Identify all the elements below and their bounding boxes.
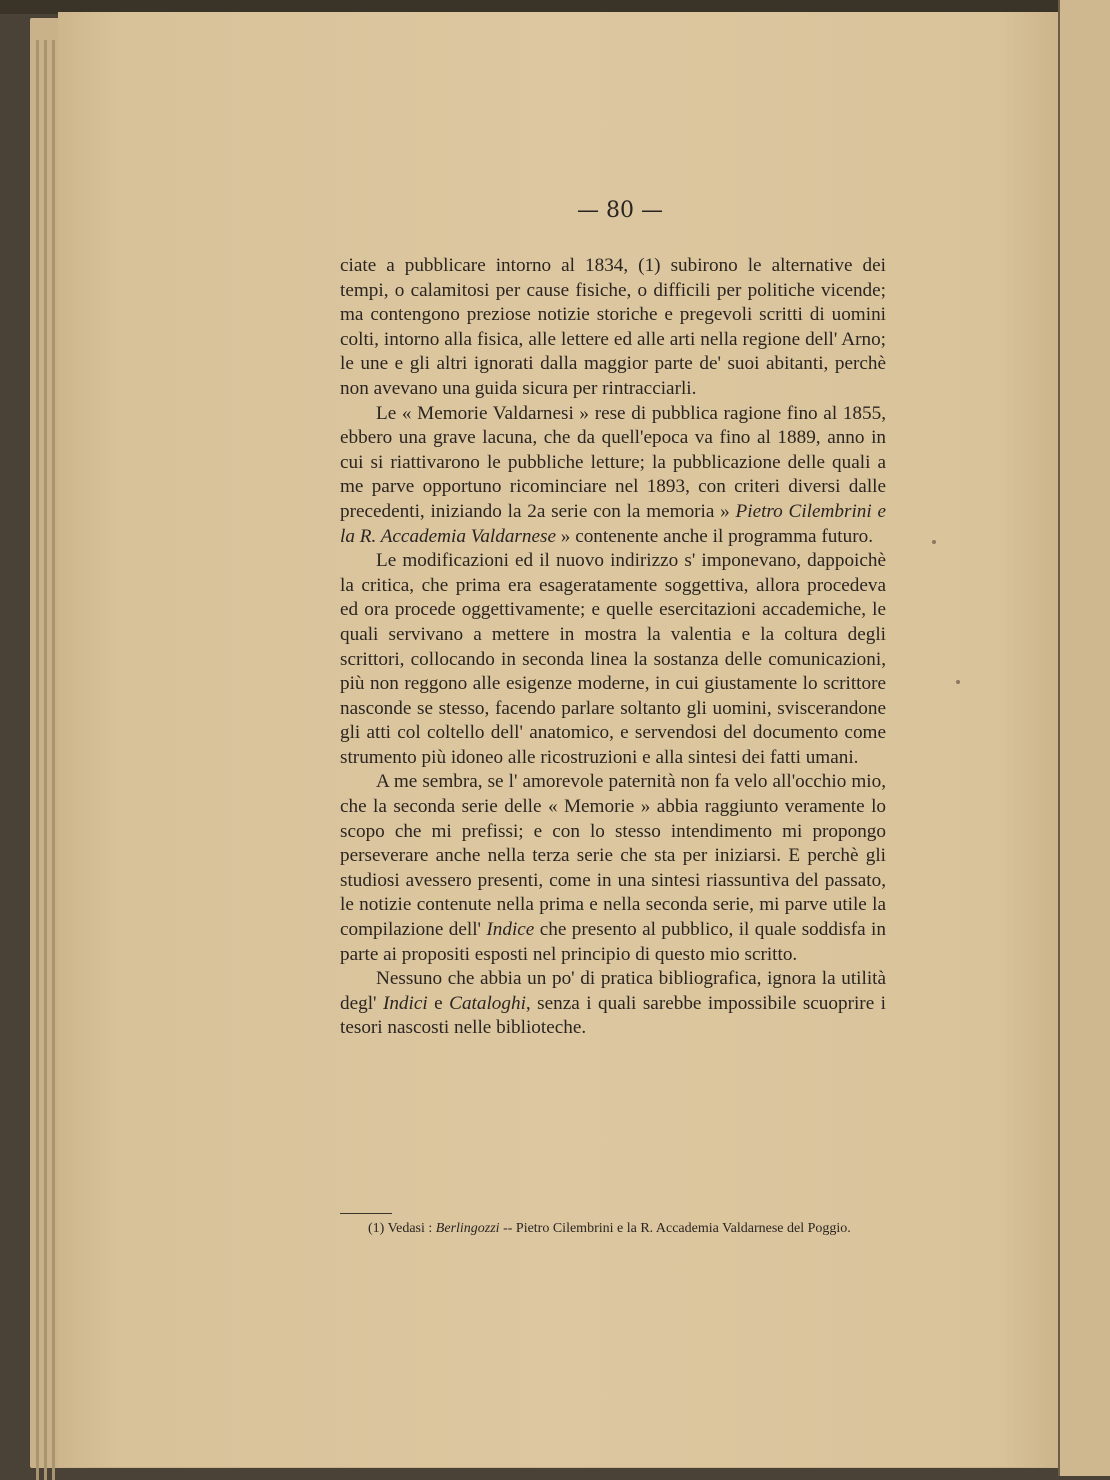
text-run: » contenente anche il programma futuro. <box>556 525 874 547</box>
footnote <box>340 1220 886 1237</box>
footnote-rule <box>340 1213 392 1214</box>
paragraph <box>340 402 886 550</box>
page-edge <box>52 40 55 1480</box>
italic-text: Pietro Cilembrini e la R. Accademia Valdarnese <box>340 500 886 547</box>
paper-speck <box>932 540 936 544</box>
italic-text: Cataloghi <box>449 992 526 1014</box>
text-run: Nessuno che abbia un po' di pratica bibliografica, ignora la utilità degl' <box>340 968 886 1014</box>
text-run: A me sembra, se l' amorevole paternità non fa velo all'occhio mio, che la seconda serie delle « Memorie » abbia raggiunto veramente lo scopo che mi prefissi; e con lo stesso intendimento mi propongo perseverare anche nella terza serie che sta per iniziarsi. E perchè gli studiosi avessero presenti, come in una sintesi riassuntiva del passato, le notizie contenute nella prima e nella seconda serie, mi parve utile la compilazione dell' <box>340 771 886 941</box>
paper-speck <box>956 680 960 684</box>
paragraph <box>340 770 886 967</box>
text-run: -- Pietro Cilembrini e la R. Accademia Valdarnese del Poggio. <box>499 1221 851 1236</box>
text-run: Vedasi : <box>384 1221 436 1236</box>
page-edge <box>36 40 39 1480</box>
text-run: Le modificazioni ed il nuovo indirizzo s' imponevano, dappoichè la critica, che prima era esageratamente soggettiva, allora procedeva ed ora procede oggettivamente; e quelle esercitazioni accademiche, le quali servivano a mettere in mostra la valentia e la coltura degli scrittori, collocando in seconda linea la sostanza delle comunicazioni, più non reggono alle esigenze moderne, in cui giustamente lo scrittore nasconde se stesso, facendo parlare soltanto gli uomini, sviscerandone gli atti col coltello dell' anatomico, e servendosi del documento come strumento più idoneo alle ricostruzioni e alla sintesi dei fatti umani. <box>340 550 886 768</box>
paragraph <box>340 967 886 1041</box>
text-run: Le « Memorie Valdarnesi » rese di pubblica ragione fino al 1855, ebbero una grave lacuna, che da quell'epoca va fino al 1889, anno in cui si riattivarono le pubbliche letture; la pubblicazione delle quali a me parve opportuno ricominciare nel 1893, con criteri diversi dalle precedenti, iniziando la 2a serie con la memoria » <box>340 402 886 522</box>
facing-page-edge <box>1058 0 1110 1476</box>
italic-text: Indici <box>382 992 428 1014</box>
text-run: , senza i quali sarebbe impossibile scuoprire i tesori nascosti nelle biblioteche. <box>340 992 886 1039</box>
footnote-text <box>340 1220 886 1237</box>
text-run: ciate a pubblicare intorno al 1834, (1) subirono le alternative dei tempi, o calamitosi per cause fisiche, o difficili per politiche vicende; ma contengono preziose notizie storiche e pregevoli scritti di uomini colti, intorno alla fisica, alle lettere ed alle arti nella regione dell' Arno; le une e gli altri ignorati dalla maggior parte de' suoi abitanti, perchè non avevano una guida sicura per rintracciarli. <box>340 255 886 399</box>
paragraph <box>340 254 886 402</box>
page-number: — 80 — <box>577 198 663 223</box>
paragraph <box>340 549 886 770</box>
page-edge <box>44 40 47 1480</box>
italic-text: Berlingozzi <box>435 1221 500 1236</box>
text-run: che presento al pubblico, il quale soddisfa in parte ai propositi esposti nel principio di questo mio scritto. <box>340 919 886 965</box>
body-text <box>340 254 886 1041</box>
footnote-marker: (1) <box>368 1221 385 1236</box>
italic-text: Indice <box>486 919 535 941</box>
text-run: e <box>427 992 450 1014</box>
